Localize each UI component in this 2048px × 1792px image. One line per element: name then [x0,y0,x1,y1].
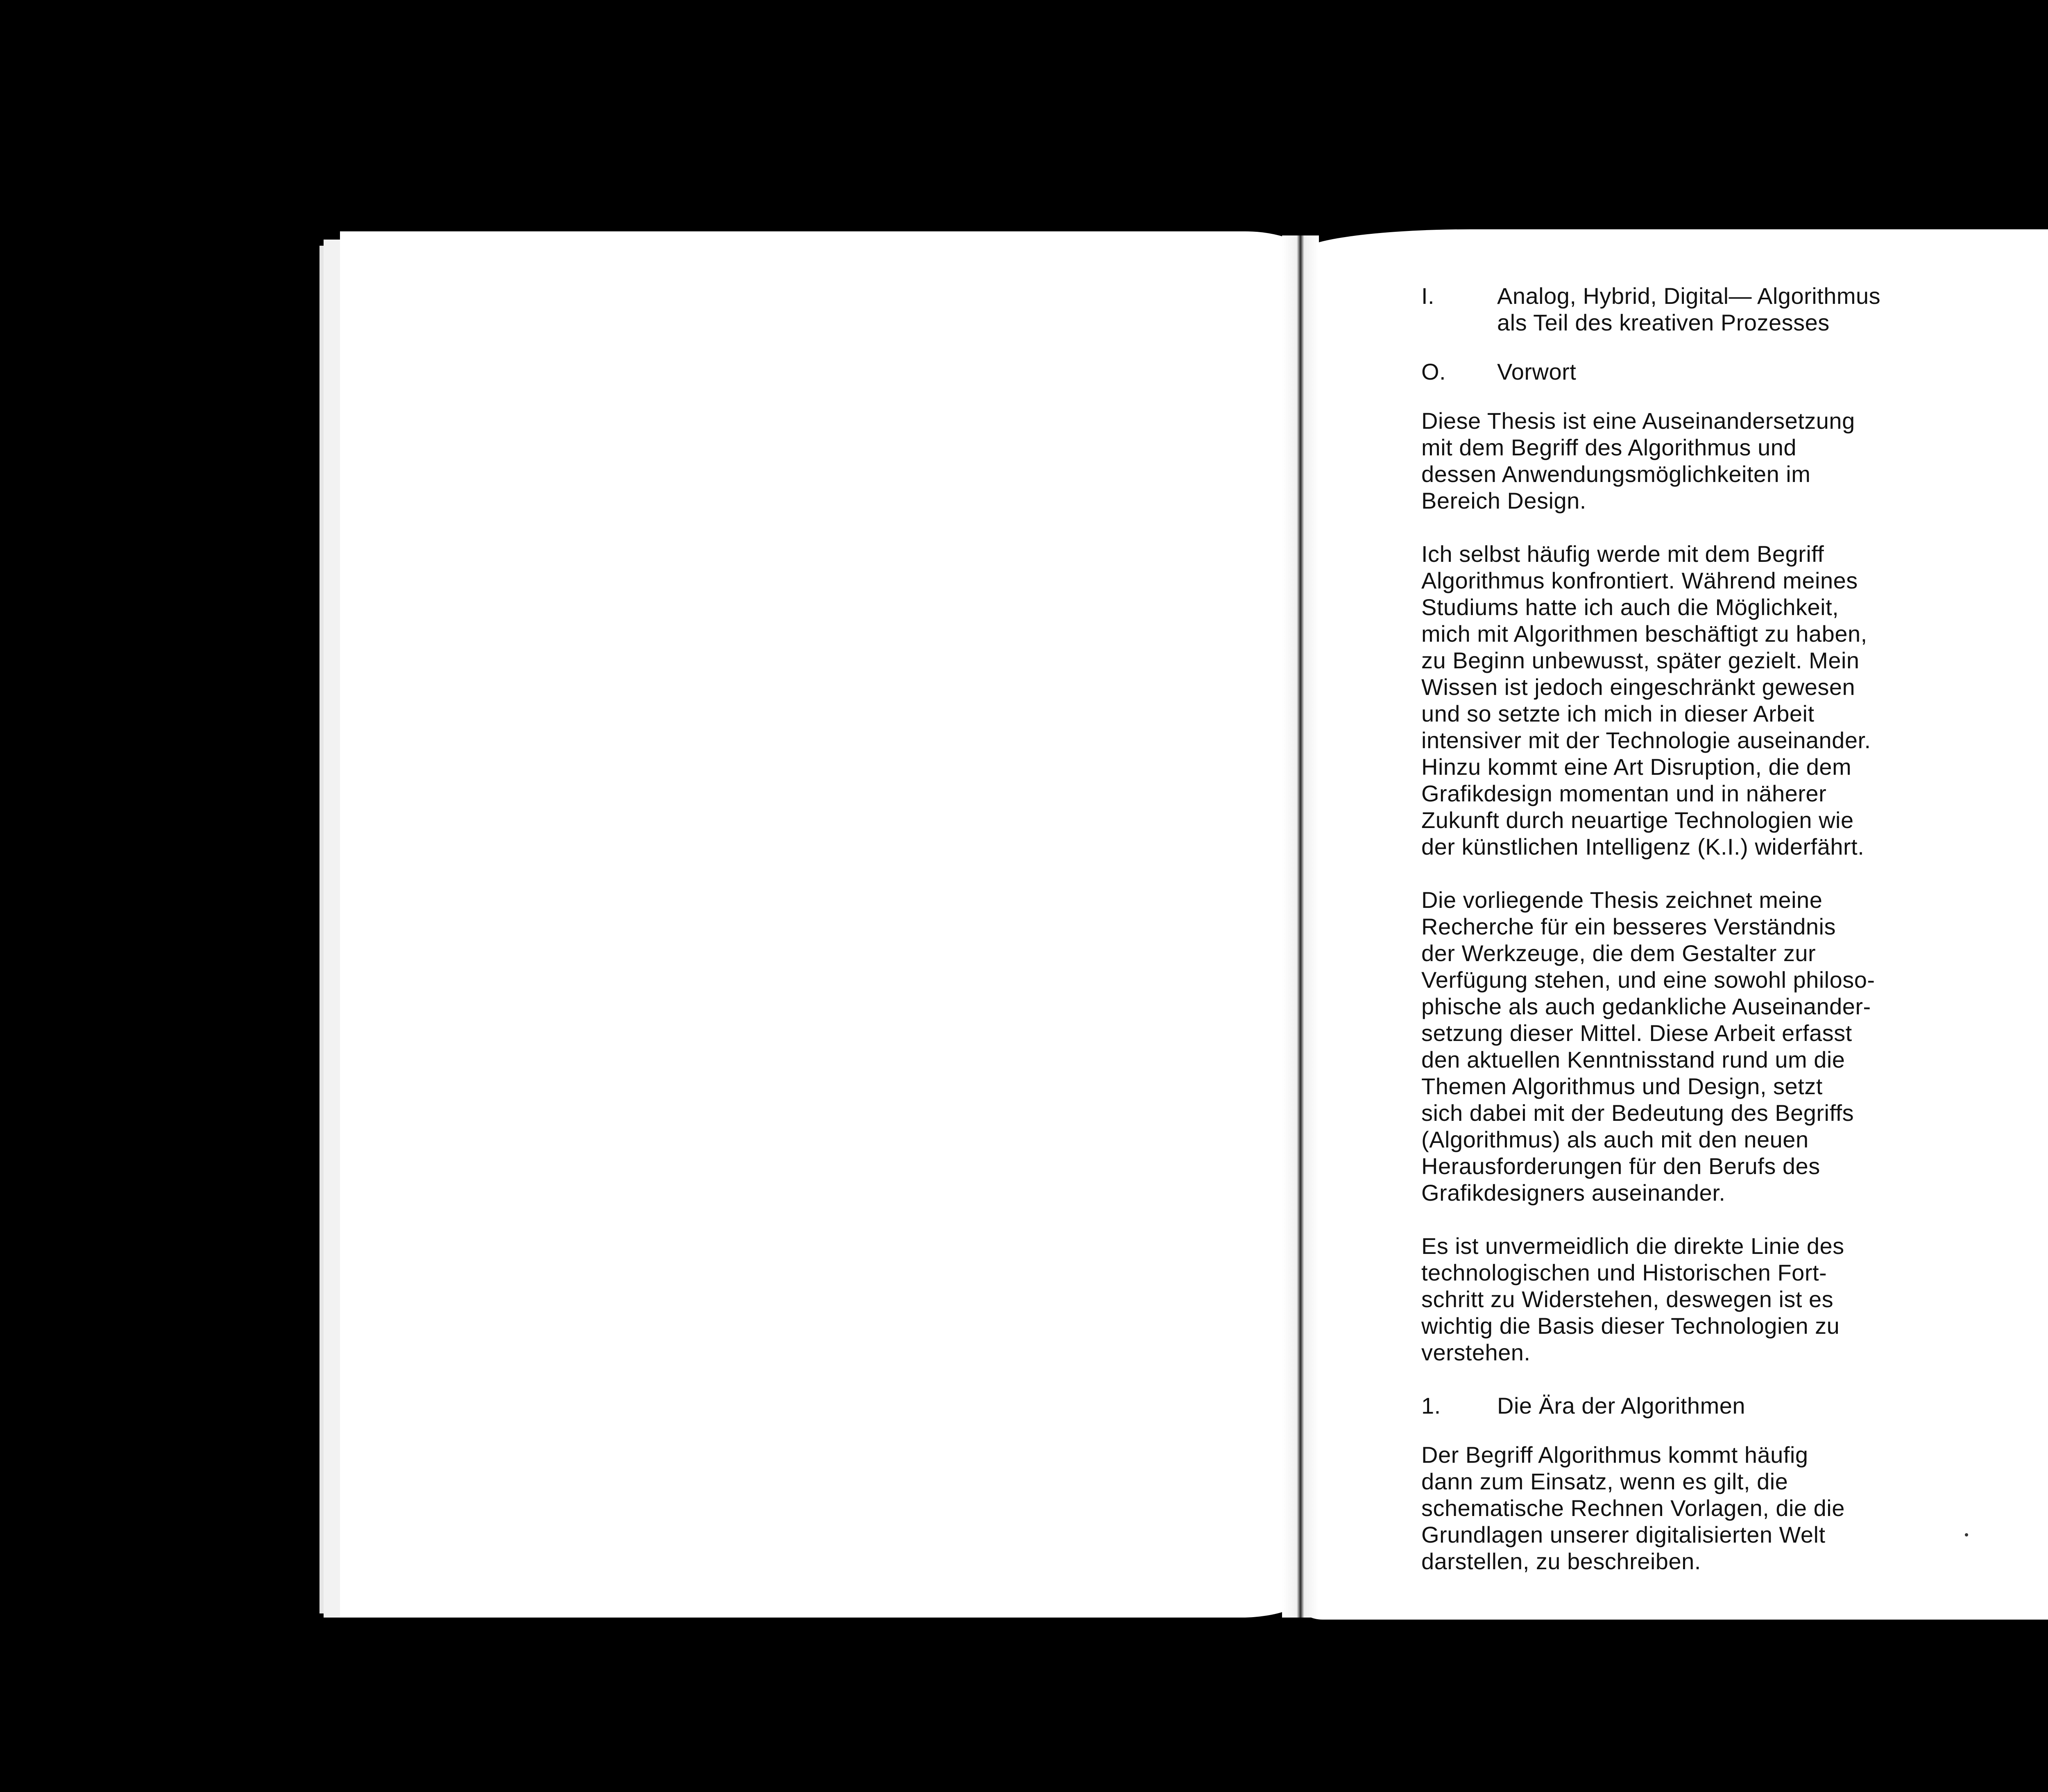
chapter-number: I. [1421,283,1435,309]
book-gutter [1282,235,1319,1618]
left-page-blank [340,231,1307,1618]
text-column [1421,283,1954,1601]
paragraph: Es ist unvermeidlich die direkte Linie des technologischen und Historischen Fort- schritt zu Widerstehen, deswegen ist es wichtig die Basis dieser Technologien zu verstehen. [1421,1233,1844,1365]
paragraph: Der Begriff Algorithmus kommt häufig dann zum Einsatz, wenn es gilt, die schematische Rechnen Vorlagen, die die Grundlagen unserer digitalisierten Welt darstellen, zu beschreiben. [1421,1442,1845,1574]
chapter-heading [1421,283,1954,336]
section-number: 1. [1421,1393,1441,1419]
paragraph: Ich selbst häufig werde mit dem Begriff Algorithmus konfrontiert. Während meines Studiums hatte ich auch die Möglichkeit, mich mit Algorithmen beschäftigt zu haben, zu Beginn unbewusst, später gezielt. Mein Wissen ist jedoch eingeschränkt gewesen und so setzte ich mich in dieser Arbeit intensiver mit der Technologie auseinander. Hinzu kommt eine Art Disruption, die dem Grafikdesign momentan und in näherer Zukunft durch neuartige Technologien wie der künstlichen Intelligenz (K.I.) widerfährt. [1421,541,1871,860]
section-title: Vorwort [1497,359,1577,385]
section-heading-vorwort [1421,358,1954,385]
paragraph: Die vorliegende Thesis zeichnet meine Recherche für ein besseres Verständnis der Werkzeuge, die dem Gestalter zur Verfügung stehen, und eine sowohl philoso- phische als auch gedankliche Auseinander- setzung dieser Mittel. Diese Arbeit erfasst den aktuellen Kenntnisstand rund um die Themen Algorithmus und Design, setzt sich dabei mit der Bedeutung des Begriffs (Algorithmus) als auch mit den neuen Herausforderungen für den Berufs des Grafikdesigners auseinander. [1421,887,1875,1206]
chapter-title: Analog, Hybrid, Digital— Algorithmus als Teil des kreativen Prozesses [1497,283,1881,335]
section-number: O. [1421,359,1446,385]
section-title: Die Ära der Algorithmen [1497,1393,1746,1419]
paragraph: Diese Thesis ist eine Auseinandersetzung mit dem Begriff des Algorithmus und dessen Anwendungsmöglichkeiten im Bereich Design. [1421,408,1855,514]
section-heading-aera [1421,1392,1954,1419]
paper-speck [1965,1533,1968,1536]
